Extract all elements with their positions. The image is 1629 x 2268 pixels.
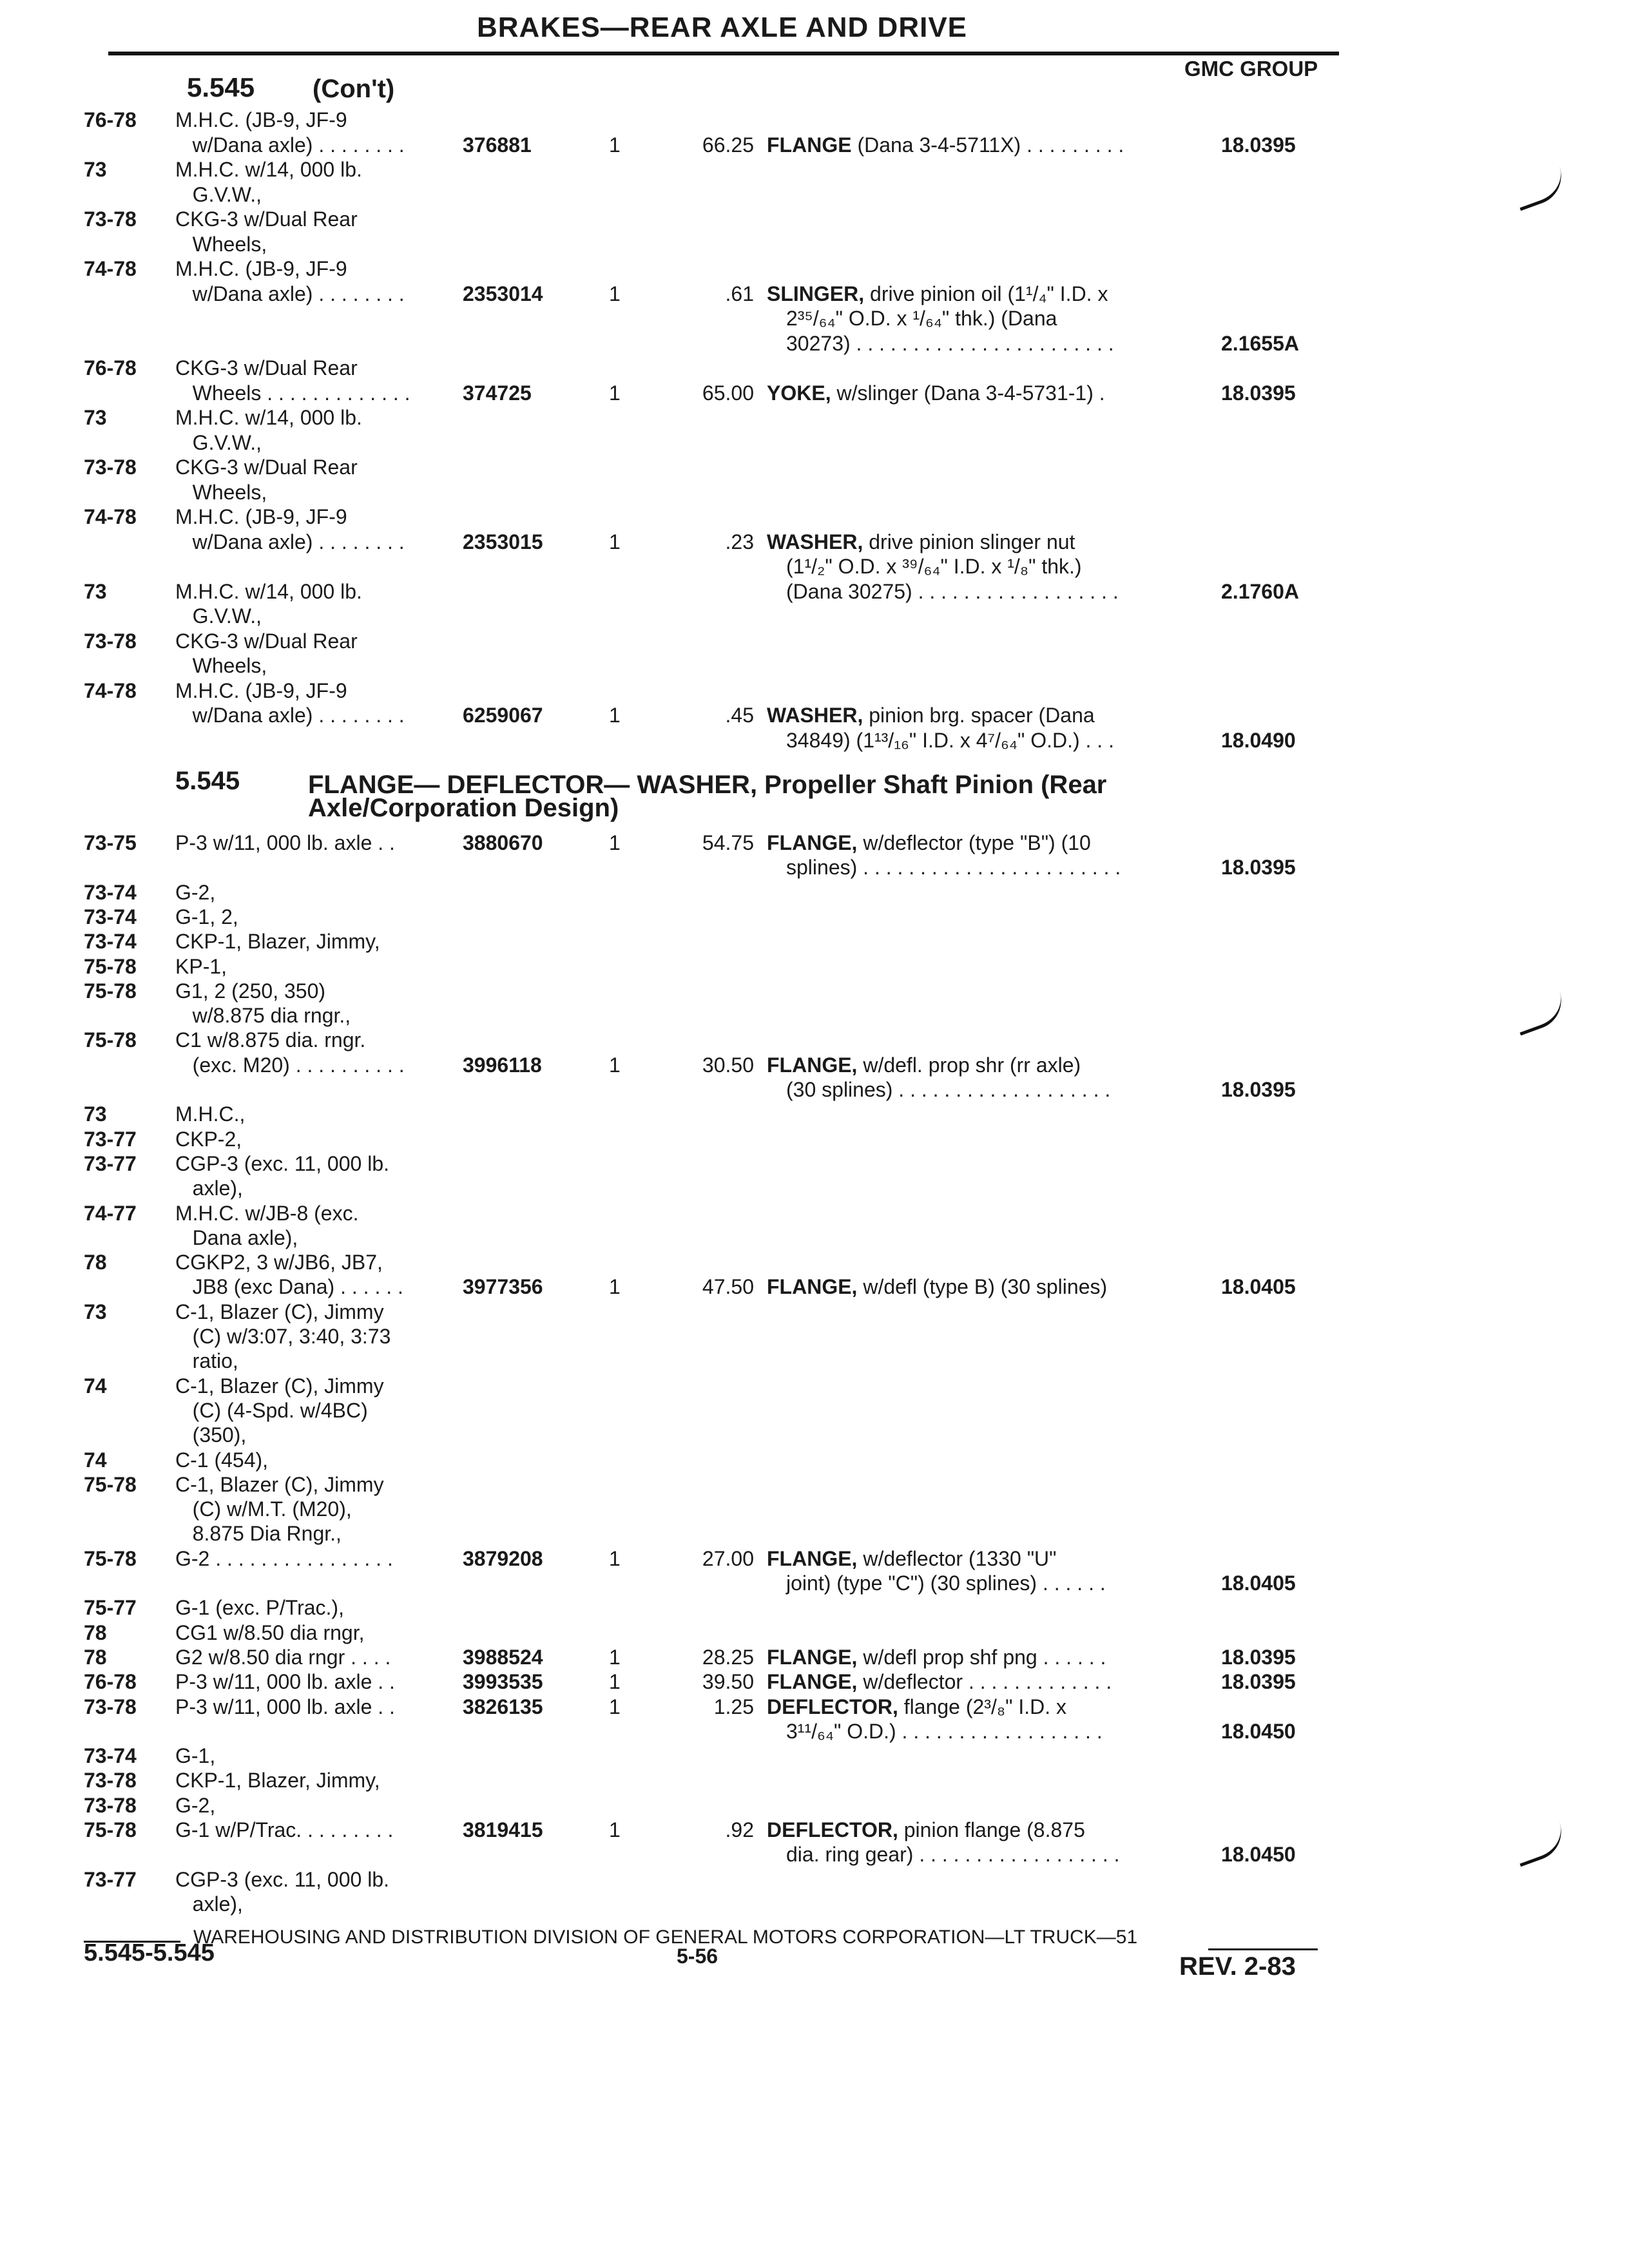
application: G-1,	[175, 1744, 216, 1768]
model-years: 74	[84, 1374, 107, 1398]
page-number: 5-56	[677, 1945, 718, 1968]
application: CG1 w/8.50 dia rngr,	[175, 1620, 365, 1644]
application: G2 w/8.50 dia rngr . . . .	[175, 1645, 391, 1669]
application: M.H.C. w/14, 000 lb.	[175, 406, 362, 429]
part-number: 3826135	[463, 1695, 543, 1718]
application: (C) w/M.T. (M20),	[175, 1497, 352, 1521]
price: 28.25	[702, 1645, 754, 1669]
application: C-1, Blazer (C), Jimmy	[175, 1374, 384, 1398]
description	[767, 530, 1218, 553]
application: C-1, Blazer (C), Jimmy	[175, 1472, 384, 1496]
model-years: 73-74	[84, 905, 137, 928]
part-name: FLANGE,	[767, 831, 858, 854]
application: M.H.C. (JB-9, JF-9	[175, 108, 347, 131]
description-text: w/slinger (Dana 3-4-5731-1) .	[831, 381, 1105, 405]
application: M.H.C. (JB-9, JF-9	[175, 257, 347, 280]
application: G-1 (exc. P/Trac.),	[175, 1596, 344, 1620]
application: M.H.C.,	[175, 1102, 246, 1126]
price: 30.50	[702, 1053, 754, 1077]
description-text: 34849) (1¹³/₁₆" I.D. x 4⁷/₆₄" O.D.) . . .	[786, 728, 1114, 752]
group-code: 18.0395	[1221, 1645, 1296, 1669]
description-text: (Dana 3-4-5711X) . . . . . . . . .	[851, 133, 1124, 157]
group-code: 18.0395	[1221, 1078, 1296, 1101]
part-number: 3988524	[463, 1645, 543, 1669]
footer-division: WAREHOUSING AND DISTRIBUTION DIVISION OF GENERAL MOTORS CORPORATION—LT TRUCK—51	[193, 1927, 1138, 1948]
quantity: 1	[609, 1670, 621, 1694]
model-years: 73-74	[84, 880, 137, 904]
description	[786, 856, 1237, 879]
description	[786, 729, 1237, 752]
application: G.V.W.,	[175, 604, 262, 628]
application: KP-1,	[175, 954, 227, 978]
application: G-1 w/P/Trac. . . . . . . . .	[175, 1818, 394, 1841]
description-text: pinion brg. spacer (Dana	[863, 704, 1095, 727]
quantity: 1	[609, 381, 621, 405]
application: JB8 (exc Dana) . . . . . .	[175, 1275, 403, 1299]
description-text: drive pinion oil (1¹/₄" I.D. x	[864, 282, 1108, 305]
application: G1, 2 (250, 350)	[175, 979, 326, 1003]
description	[786, 332, 1237, 355]
description-text: joint) (type "C") (30 splines) . . . . . .	[786, 1571, 1106, 1595]
part-number: 3996118	[463, 1053, 542, 1077]
description	[786, 1720, 1237, 1743]
part-name: YOKE,	[767, 381, 831, 405]
scan-mark	[1511, 1822, 1570, 1867]
application: M.H.C. w/JB-8 (exc.	[175, 1201, 359, 1225]
footer-range: 5.545-5.545	[84, 1939, 215, 1966]
application: w/Dana axle) . . . . . . . .	[175, 704, 405, 727]
quantity: 1	[609, 1695, 621, 1718]
description	[786, 1078, 1237, 1101]
model-years: 75-78	[84, 954, 137, 978]
model-years: 73-78	[84, 1695, 137, 1718]
model-years: 73-78	[84, 207, 137, 231]
model-years: 73-78	[84, 1793, 137, 1817]
application: G-2,	[175, 880, 216, 904]
model-years: 75-78	[84, 979, 137, 1003]
application: CKG-3 w/Dual Rear	[175, 207, 358, 231]
application: CGKP2, 3 w/JB6, JB7,	[175, 1251, 383, 1274]
page-title: BRAKES—REAR AXLE AND DRIVE	[477, 12, 968, 43]
description	[767, 1670, 1218, 1693]
model-years: 73	[84, 579, 107, 603]
description	[767, 133, 1218, 157]
model-years: 73-77	[84, 1867, 137, 1891]
description-text: 2³⁵/₆₄" O.D. x ¹/₆₄" thk.) (Dana	[786, 307, 1057, 330]
model-years: 75-78	[84, 1546, 137, 1570]
description	[767, 1646, 1218, 1669]
application: CKG-3 w/Dual Rear	[175, 356, 358, 380]
price: 39.50	[702, 1670, 754, 1694]
footer-rule	[1208, 1948, 1318, 1950]
model-years: 76-78	[84, 108, 137, 131]
section-title-cont: Axle/Corporation Design)	[308, 794, 619, 822]
quantity: 1	[609, 530, 621, 553]
model-years: 74	[84, 1448, 107, 1472]
application: w/Dana axle) . . . . . . . .	[175, 282, 405, 305]
application: (C) w/3:07, 3:40, 3:73	[175, 1325, 391, 1348]
application: P-3 w/11, 000 lb. axle . .	[175, 1670, 395, 1694]
model-years: 73-78	[84, 1769, 137, 1792]
model-years: 74-77	[84, 1201, 137, 1225]
description-text: splines) . . . . . . . . . . . . . . . . . . . . . . .	[786, 856, 1121, 879]
application: axle),	[175, 1892, 243, 1916]
description-text: flange (2³/₈" I.D. x	[898, 1695, 1067, 1718]
group-label: GMC GROUP	[1184, 57, 1318, 81]
description-text: w/deflector . . . . . . . . . . . . .	[857, 1670, 1112, 1694]
application: CKG-3 w/Dual Rear	[175, 629, 358, 653]
quantity: 1	[609, 1818, 621, 1841]
part-name: DEFLECTOR,	[767, 1818, 898, 1841]
part-name: FLANGE,	[767, 1053, 858, 1077]
application: M.H.C. (JB-9, JF-9	[175, 505, 347, 528]
model-years: 73-77	[84, 1151, 137, 1175]
quantity: 1	[609, 133, 621, 157]
application: 8.875 Dia Rngr.,	[175, 1522, 342, 1546]
description	[767, 1053, 1218, 1077]
quantity: 1	[609, 831, 621, 854]
application: (350),	[175, 1423, 247, 1447]
price: .45	[725, 704, 754, 727]
description-text: 3¹¹/₆₄" O.D.) . . . . . . . . . . . . . . . . . .	[786, 1719, 1103, 1743]
part-name: SLINGER,	[767, 282, 865, 305]
application: ratio,	[175, 1349, 238, 1373]
description	[786, 555, 1237, 578]
description	[767, 1275, 1218, 1298]
application: CGP-3 (exc. 11, 000 lb.	[175, 1867, 389, 1891]
description-text: w/defl. prop shr (rr axle)	[857, 1053, 1081, 1077]
part-name: WASHER,	[767, 704, 863, 727]
part-number: 2353015	[463, 530, 543, 553]
application: G-2,	[175, 1793, 216, 1817]
description	[767, 1547, 1218, 1570]
model-years: 73-75	[84, 831, 137, 854]
description	[786, 1843, 1237, 1866]
section-number: 5.545	[175, 767, 240, 795]
description-text: w/defl prop shf png . . . . . .	[857, 1645, 1106, 1669]
quantity: 1	[609, 1546, 621, 1570]
application: (C) (4-Spd. w/4BC)	[175, 1398, 368, 1422]
description	[786, 580, 1237, 603]
application: (exc. M20) . . . . . . . . . .	[175, 1053, 405, 1077]
quantity: 1	[609, 1645, 621, 1669]
group-code: 18.0395	[1221, 381, 1296, 405]
description-text: w/defl (type B) (30 splines)	[857, 1275, 1108, 1299]
part-name: DEFLECTOR,	[767, 1695, 898, 1718]
model-years: 73	[84, 1300, 107, 1323]
description-text: (30 splines) . . . . . . . . . . . . . . . . . . .	[786, 1078, 1111, 1101]
model-years: 75-77	[84, 1596, 137, 1620]
model-years: 73-74	[84, 1744, 137, 1768]
price: 1.25	[713, 1695, 754, 1718]
part-number: 3879208	[463, 1546, 543, 1570]
application: CKP-2,	[175, 1127, 242, 1151]
part-number: 3880670	[463, 831, 543, 854]
model-years: 78	[84, 1645, 107, 1669]
description	[786, 1571, 1237, 1595]
group-code: 2.1655A	[1221, 331, 1299, 355]
section-title: FLANGE— DEFLECTOR— WASHER, Propeller Shaft Pinion (Rear	[308, 771, 1107, 799]
part-name: FLANGE,	[767, 1275, 858, 1299]
group-code: 18.0395	[1221, 133, 1296, 157]
description	[767, 831, 1218, 854]
group-code: 2.1760A	[1221, 579, 1299, 603]
model-years: 74-78	[84, 678, 137, 702]
part-number: 6259067	[463, 704, 543, 727]
application: P-3 w/11, 000 lb. axle . .	[175, 831, 395, 854]
part-number: 3977356	[463, 1275, 543, 1299]
scan-mark	[1511, 991, 1570, 1036]
model-years: 73-78	[84, 456, 137, 479]
group-code: 18.0450	[1221, 1719, 1296, 1743]
description-text: drive pinion slinger nut	[863, 530, 1075, 553]
description-text: (Dana 30275) . . . . . . . . . . . . . . . . . .	[786, 579, 1119, 603]
group-code: 18.0490	[1221, 728, 1296, 752]
model-years: 73	[84, 1102, 107, 1126]
description	[767, 1818, 1218, 1841]
header-rule	[108, 52, 1339, 55]
part-number: 2353014	[463, 282, 543, 305]
description	[767, 282, 1218, 305]
application: axle),	[175, 1177, 243, 1200]
quantity: 1	[609, 1053, 621, 1077]
description	[767, 1695, 1218, 1718]
application: Wheels,	[175, 480, 267, 504]
description-text: w/deflector (1330 "U"	[857, 1546, 1057, 1570]
quantity: 1	[609, 1275, 621, 1299]
part-name: FLANGE,	[767, 1645, 858, 1669]
model-years: 76-78	[84, 356, 137, 380]
description	[767, 381, 1218, 405]
application: CKP-1, Blazer, Jimmy,	[175, 930, 380, 954]
price: .61	[725, 282, 754, 305]
application: w/8.875 dia rngr.,	[175, 1004, 351, 1028]
model-years: 78	[84, 1620, 107, 1644]
application: G-1, 2,	[175, 905, 238, 928]
model-years: 73-78	[84, 629, 137, 653]
application: CGP-3 (exc. 11, 000 lb.	[175, 1151, 389, 1175]
part-number: 376881	[463, 133, 532, 157]
application: CKG-3 w/Dual Rear	[175, 456, 358, 479]
part-name: WASHER,	[767, 530, 863, 553]
application: P-3 w/11, 000 lb. axle . .	[175, 1695, 395, 1718]
model-years: 75-78	[84, 1472, 137, 1496]
application: M.H.C. w/14, 000 lb.	[175, 158, 362, 181]
description-text: pinion flange (8.875	[898, 1818, 1085, 1841]
group-code: 18.0395	[1221, 856, 1296, 879]
model-years: 73	[84, 158, 107, 181]
description-text: w/deflector (type "B") (10	[857, 831, 1091, 854]
part-number: 374725	[463, 381, 532, 405]
application: C1 w/8.875 dia. rngr.	[175, 1028, 366, 1052]
model-years: 73-77	[84, 1127, 137, 1151]
price: 65.00	[702, 381, 754, 405]
application: Wheels,	[175, 654, 267, 677]
price: 47.50	[702, 1275, 754, 1299]
section-continued: (Con't)	[313, 75, 395, 103]
price: 54.75	[702, 831, 754, 854]
description-text: (1¹/₂" O.D. x ³⁹/₆₄" I.D. x ¹/₈" thk.)	[786, 555, 1082, 578]
group-code: 18.0405	[1221, 1571, 1296, 1595]
application: G.V.W.,	[175, 182, 262, 206]
part-name: FLANGE,	[767, 1670, 858, 1694]
quantity: 1	[609, 282, 621, 305]
description-text: 30273) . . . . . . . . . . . . . . . . . . . . . . .	[786, 331, 1114, 355]
application: C-1, Blazer (C), Jimmy	[175, 1300, 384, 1323]
group-code: 18.0395	[1221, 1670, 1296, 1694]
section-number: 5.545	[187, 72, 255, 102]
group-code: 18.0450	[1221, 1843, 1296, 1867]
application: M.H.C. (JB-9, JF-9	[175, 678, 347, 702]
model-years: 75-78	[84, 1028, 137, 1052]
application: Wheels,	[175, 232, 267, 256]
group-code: 18.0405	[1221, 1275, 1296, 1299]
model-years: 76-78	[84, 1670, 137, 1694]
application: Wheels . . . . . . . . . . . . .	[175, 381, 410, 405]
model-years: 74-78	[84, 505, 137, 528]
application: G-2 . . . . . . . . . . . . . . . .	[175, 1546, 393, 1570]
model-years: 74-78	[84, 257, 137, 280]
part-name: FLANGE	[767, 133, 852, 157]
description-text: dia. ring gear) . . . . . . . . . . . . . . . . . .	[786, 1843, 1120, 1867]
application: C-1 (454),	[175, 1448, 269, 1472]
description	[767, 704, 1218, 727]
price: .92	[725, 1818, 754, 1841]
part-name: FLANGE,	[767, 1546, 858, 1570]
description	[786, 307, 1237, 330]
application: M.H.C. w/14, 000 lb.	[175, 579, 362, 603]
application: w/Dana axle) . . . . . . . .	[175, 530, 405, 553]
price: 27.00	[702, 1546, 754, 1570]
revision-label: REV. 2-83	[1179, 1952, 1296, 1981]
application: G.V.W.,	[175, 430, 262, 454]
application: w/Dana axle) . . . . . . . .	[175, 133, 405, 157]
price: 66.25	[702, 133, 754, 157]
model-years: 78	[84, 1251, 107, 1274]
part-number: 3819415	[463, 1818, 543, 1841]
application: CKP-1, Blazer, Jimmy,	[175, 1769, 380, 1792]
model-years: 75-78	[84, 1818, 137, 1841]
model-years: 73	[84, 406, 107, 429]
model-years: 73-74	[84, 930, 137, 954]
price: .23	[725, 530, 754, 553]
scan-mark	[1511, 166, 1570, 211]
application: Dana axle),	[175, 1225, 298, 1249]
quantity: 1	[609, 704, 621, 727]
part-number: 3993535	[463, 1670, 543, 1694]
